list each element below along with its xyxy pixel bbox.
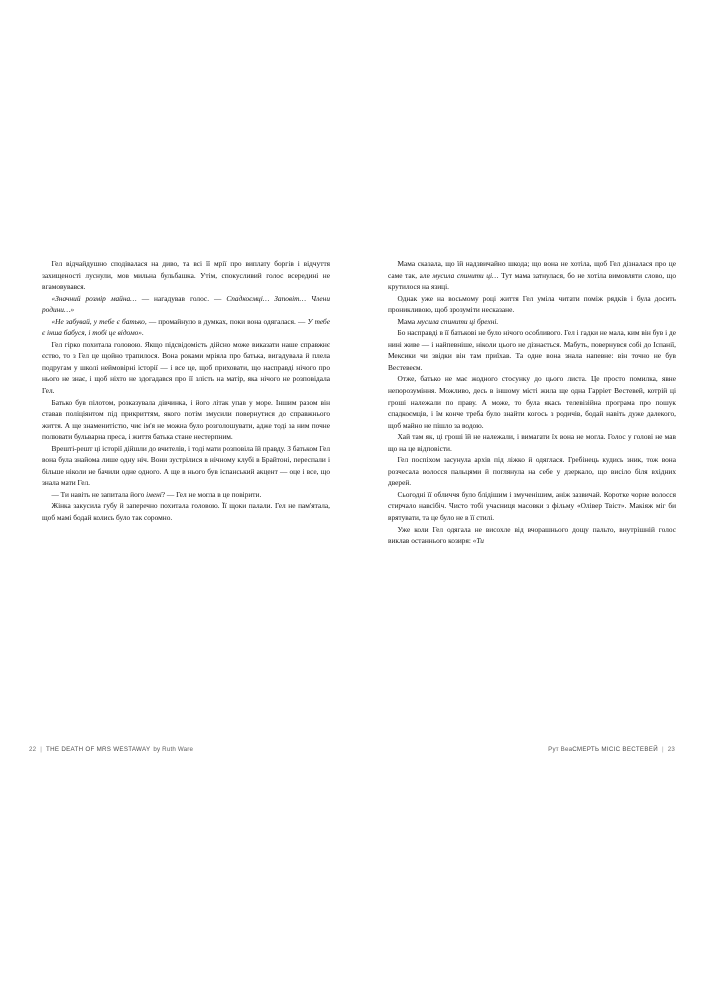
footer-separator: | — [661, 746, 664, 753]
italic-span: «Не забувай, у тебе є батько, — [51, 316, 147, 326]
paragraph: Однак уже на восьмому році життя Гел уміла читати поміж рядків і була досить проникливою, щоб зрозуміти несказане. — [388, 293, 676, 315]
page-right — [360, 0, 720, 1000]
italic-span: «Значний розмір майна… — [51, 293, 137, 303]
paragraph: «Значний розмір майна… — нагадував голос. — Спадкоємці… Заповіт… Члени родини…» — [42, 293, 330, 315]
paragraph: Бо насправді в її батькові не було нічого особливого. Гел і гадки не мала, ким він був і де нині живе — і найпевніше, ніколи цього не дізнається. Мабуть, повернувся собі до Іспанії, Мексики чи звідки він там приїхав. Та одне вона знала напевне: він точно не був Вестевеєм. — [388, 328, 676, 372]
footer-separator: | — [40, 746, 43, 753]
paragraph: Мама мусила спинити ці брехні. — [397, 316, 499, 326]
left-page-textblock — [42, 258, 330, 524]
paragraph: — Ти навіть не запитала його імені? — Гел не могла в це повірити. — [51, 489, 262, 499]
italic-span: Спадкоємці… Заповіт… Члени родини…» — [42, 293, 330, 315]
paragraph: «Не забувай, у тебе є батько, — промайнуло в думках, поки вона одягалася. — У тебе є інша бабуся, і тобі це відомо». — [42, 316, 330, 338]
paragraph: Гел поспіхом засунула архів під ліжко й одяглася. Гребінець кудись зник, тож вона розчесала волосся пальцями й поглянула на себе у дзеркало, що висіло біля вхідних дверей. — [388, 455, 676, 488]
paragraph: Жінка закусила губу й заперечно похитала головою. Її щоки палали. Гел не пам'ятала, щоб мамі бодай колись було так соромно. — [42, 501, 330, 523]
paragraph: Гел гірко похитала головою. Якщо підсвідомість дійсно може виказати наше справжнє єство, то з Гел це щойно трапилося. Вона роками мріяла про батька, вигадувала й плела подругам у школі неймовірні історії — і все це, щоб приховати, що насправді нічого про нього не знає, і щоб ніхто не здогадався про її злість на матір, яка нічого не розповідала Гел. — [42, 339, 330, 396]
italic-span: імені — [146, 489, 162, 499]
paragraph: Уже коли Гел одягала не висохле від вчорашнього дощу пальто, внутрішній голос виклав останнього козиря: «Ти — [388, 524, 676, 546]
running-head-title: СМЕРТЬ МІСІС ВЕСТЕВЕЙ — [572, 746, 658, 753]
italic-span: мусила спинити ці… — [432, 270, 499, 280]
running-head-author: by Ruth Ware — [153, 746, 194, 753]
italic-span: мусила спинити ці брехні. — [416, 316, 499, 326]
paragraph: Мама сказала, що їй надзвичайно шкода; що вона не хотіла, щоб Гел дізналася про це саме так, але мусила спинити ці… Тут мама затнулася, бо не хотіла вимовляти слово, що крутилося на язиці. — [388, 259, 677, 292]
italic-span: «Ти — [472, 536, 484, 546]
footer-right — [545, 745, 675, 755]
italic-span: У тебе є інша бабуся, і тобі це відомо». — [42, 316, 330, 338]
paragraph: Гел відчайдушно сподівалася на диво, та всі її мрії про виплату боргів і відчуття захищеності луснули, мов мильна бульбашка. Утім, спокусливий голос всередині не вгамовувався. — [42, 259, 330, 292]
right-page-textblock — [388, 258, 676, 547]
paragraph: Врешті-решт ці історії дійшли до вчителів, і тоді мати розповіла їй правду. З батьком Гел вона була знайома лише одну ніч. Вони зустрілися в нічному клубі в Брайтоні, переспали і більше ніколи не бачили одне одного. А ще в нього був іспанський акцент — оце і все, що знала мати Гел. — [42, 443, 330, 488]
running-head-author: Рут Веа — [548, 746, 573, 753]
paragraph: Отже, батько не має жодного стосунку до цього листа. Це просто помилка, явне непорозуміння. Можливо, десь в іншому місті жила ще одна Гарріет Вестевей, котрій ці гроші належали по праву. А може, то була якась телевізійна програма про пошук спадкоємців, і їм конче треба було знайти когось з родичів, бодай навіть дуже далекого, щоб майно не пішло за водою. — [388, 374, 676, 430]
paragraph: Хай там як, ці гроші їй не належали, і вимагати їх вона не могла. Голос у голові не мав що на це відповісти. — [388, 432, 676, 453]
paragraph: Сьогодні її обличчя було блідішим і змученішим, аніж зазвичай. Коротке чорне волосся стирчало навсібіч. Чисто тобі учасниця масовки з фільму «Олівер Твіст». Макіяж міг би врятувати, та це було не в її стилі. — [388, 489, 676, 523]
page-number: 22 — [29, 746, 37, 753]
footer-left — [29, 745, 193, 755]
page-number: 23 — [667, 746, 675, 753]
running-head-title: THE DEATH OF MRS WESTAWAY — [46, 746, 151, 753]
paragraph: Батько був пілотом, розказувала дівчинка, і його літак упав у море. Іншим разом він ставав поліціянтом під прикриттям, якого потім змусили повернутися до справжнього життя. А ще знаменитістю, чиє ім'я не можна було розголошувати, адже тоді за ним почне полювати бульварна преса, і життя батька стане нестерпним. — [42, 397, 330, 442]
